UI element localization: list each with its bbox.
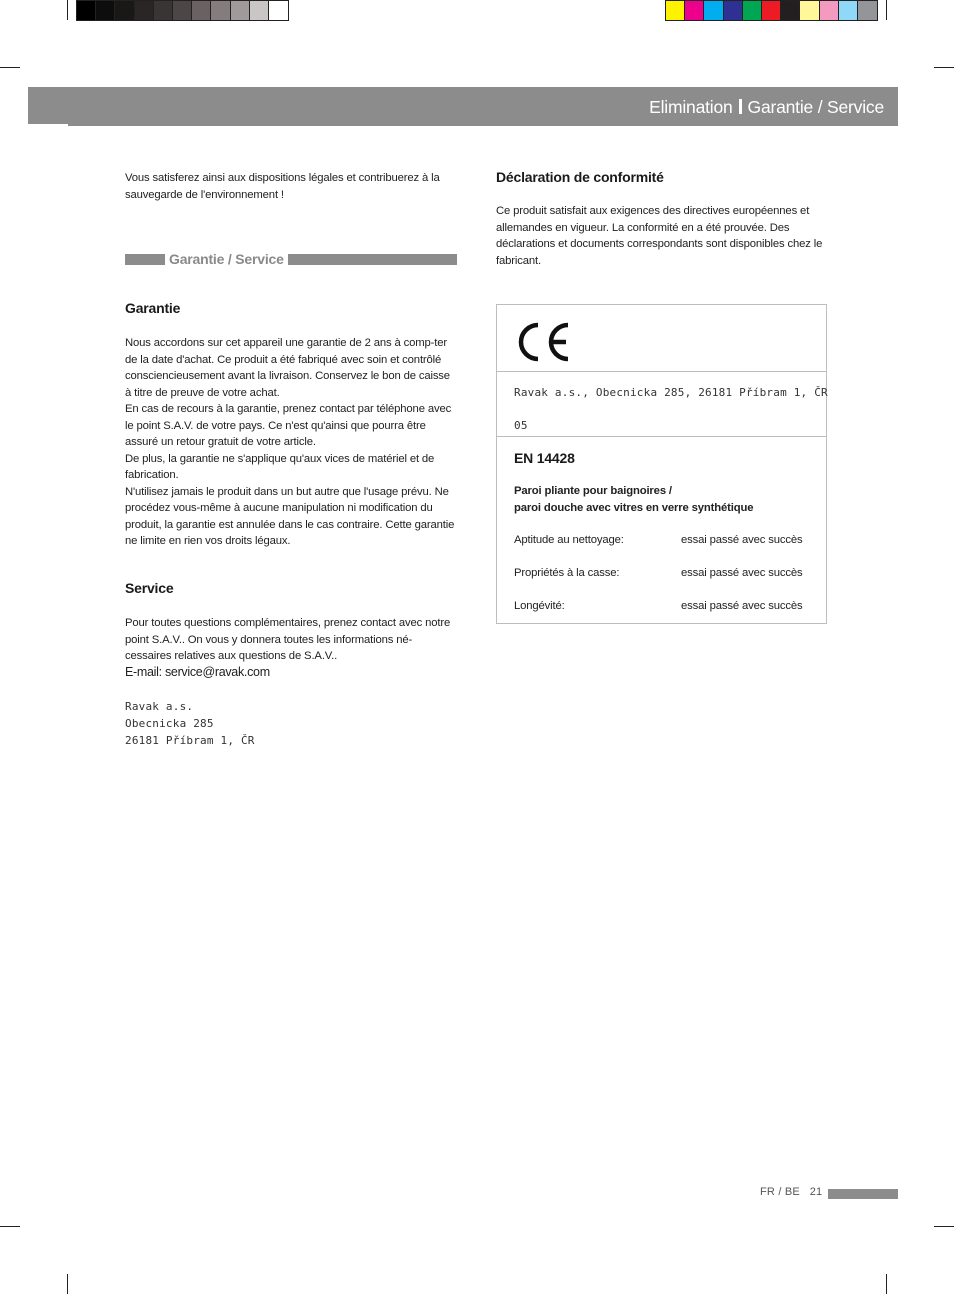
header-notch [28,124,68,127]
ce-test-row [514,600,810,612]
crop-mark [67,1274,68,1294]
ce-product-line: paroi douche avec vitres en verre synthétique [514,501,754,514]
title-separator [739,99,742,114]
ce-test-value: essai passé avec succès [681,600,803,612]
calibration-swatch [800,1,819,20]
ce-test-label: Longévité: [514,600,565,612]
crop-mark [0,1226,20,1227]
section-bar-label: Garantie / Service [169,251,284,267]
calibration-swatch [135,1,154,20]
ce-mark-icon [514,321,572,363]
ce-test-label: Propriétés à la casse: [514,567,620,579]
crop-mark [934,67,954,68]
footer-locale: FR / BE [760,1186,800,1198]
calibration-swatch [96,1,115,20]
section-bar-left [125,254,165,265]
address-line: Ravak a.s. [125,700,194,713]
crop-mark [0,67,20,68]
page-footer [760,1186,822,1198]
address-line: 26181 Příbram 1, ČR [125,734,255,747]
header-tab [28,87,68,126]
ce-divider [497,371,826,372]
garantie-paragraph: De plus, la garantie ne s'applique qu'aux vices de matériel et de fabrication. [125,452,435,481]
ce-product [514,483,814,516]
crop-mark [934,1226,954,1227]
crop-mark [67,0,68,20]
color-calibration-strip [665,0,878,21]
ce-test-value: essai passé avec succès [681,567,803,579]
ce-manufacturer: Ravak a.s., Obecnicka 285, 26181 Příbram 1, ČR [514,386,828,399]
ce-test-value: essai passé avec succès [681,534,803,546]
calibration-swatch [173,1,192,20]
service-heading: Service [125,580,174,596]
title-garantie-service: Garantie / Service [747,96,884,117]
calibration-swatch [269,1,288,20]
calibration-swatch [685,1,704,20]
calibration-swatch [762,1,781,20]
ce-product-line: Paroi pliante pour baignoires / [514,485,672,497]
crop-mark [886,1274,887,1294]
calibration-swatch [154,1,173,20]
grayscale-calibration-strip [76,0,289,21]
ce-year: 05 [514,419,528,432]
calibration-swatch [781,1,800,20]
service-email: E-mail: service@ravak.com [125,665,270,679]
calibration-swatch [724,1,743,20]
garantie-text [125,335,459,550]
declaration-heading: Déclaration de conformité [496,169,664,185]
calibration-swatch [231,1,250,20]
calibration-swatch [115,1,134,20]
calibration-swatch [250,1,269,20]
calibration-swatch [858,1,877,20]
calibration-swatch [820,1,839,20]
crop-mark [886,0,887,20]
address-block [125,698,255,749]
ce-test-row [514,534,810,546]
garantie-paragraph: N'utilisez jamais le produit dans un but autre que l'usage prévu. Ne procédez vous-même à aucune manipulation ni modification du produit, la garantie est annulée dans le cas contraire. Cette garantie ne limite en rien vos droits légaux. [125,485,455,547]
calibration-swatch [211,1,230,20]
service-text: Pour toutes questions complémentaires, prenez contact avec notre point S.A.V.. On vous y donnera toutes les informations né-cessaires relatives aux questions de S.A.V.. [125,617,451,662]
intro-text: Vous satisferez ainsi aux dispositions légales et contribuerez à la sauvegarde de l'environnement ! [125,172,440,201]
section-bar-garantie-service [125,250,457,268]
address-line: Obecnicka 285 [125,717,214,730]
calibration-swatch [666,1,685,20]
garantie-paragraph: En cas de recours à la garantie, prenez contact par téléphone avec le point S.A.V. de votre pays. Ce n'est qu'ainsi que pourra être assuré un retour gratuit de votre article. [125,403,452,448]
ce-divider [497,436,826,437]
ce-standard: EN 14428 [514,450,575,466]
garantie-paragraph: Nous accordons sur cet appareil une garantie de 2 ans à comp-ter de la date d'achat. Ce produit a été fabriqué avec soin et contrôlé consciencieusement avant la livraison. Conservez le bon de caisse à titre de preuve de votre achat. [125,337,450,399]
declaration-text: Ce produit satisfait aux exigences des directives européennes et allemandes en vigueur. La conformité en a été prouvée. Des déclarations et documents correspondants sont disponibles chez le fabricant. [496,205,823,267]
calibration-swatch [192,1,211,20]
section-bar-right [288,254,457,265]
ce-conformity-box [496,304,827,624]
calibration-swatch [839,1,858,20]
footer-bar [828,1189,898,1199]
page-number: 21 [809,1186,823,1198]
page-title [649,87,884,126]
calibration-swatch [77,1,96,20]
ce-test-label: Aptitude au nettoyage: [514,534,624,546]
ce-test-row [514,567,810,579]
garantie-heading: Garantie [125,300,181,316]
calibration-swatch [743,1,762,20]
title-elimination: Elimination [649,96,733,117]
calibration-swatch [704,1,723,20]
